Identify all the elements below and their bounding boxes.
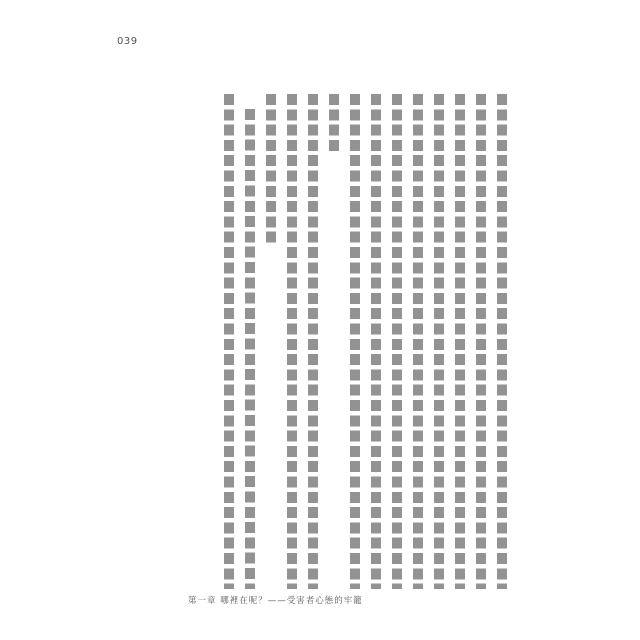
text-line	[432, 94, 446, 589]
text-line	[264, 94, 278, 589]
running-footer: 第一章 哪裡在呢？——受害者心態的牢籠	[188, 596, 363, 606]
text-line	[243, 94, 257, 589]
text-line	[495, 94, 509, 589]
text-line	[348, 94, 362, 589]
text-line	[285, 94, 299, 589]
text-line	[306, 94, 320, 589]
text-line	[411, 94, 425, 589]
page-number: 039	[117, 36, 138, 47]
text-line	[453, 94, 467, 589]
vertical-text-block	[214, 94, 509, 589]
text-line	[222, 94, 236, 589]
text-line	[474, 94, 488, 589]
text-line	[327, 94, 341, 589]
text-line	[369, 94, 383, 589]
text-line	[390, 94, 404, 589]
